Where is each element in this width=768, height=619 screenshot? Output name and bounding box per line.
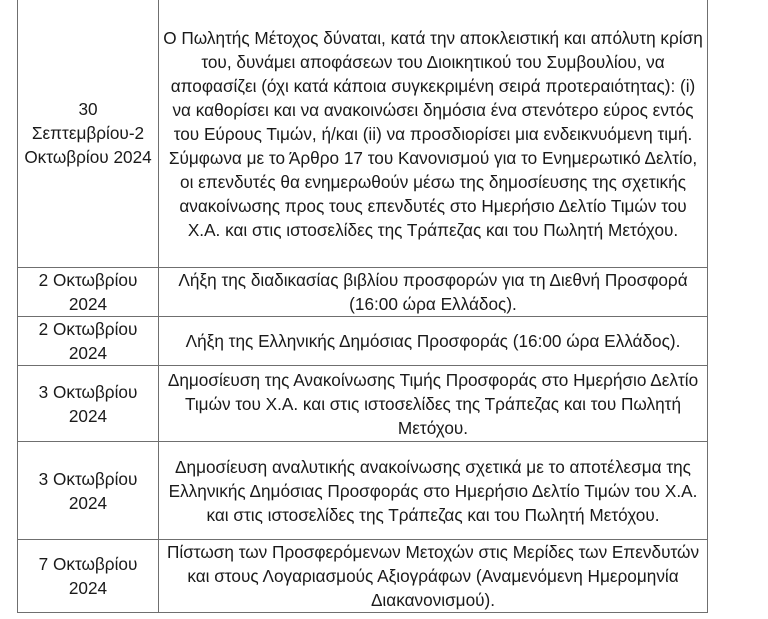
description-cell: Λήξη της διαδικασίας βιβλίου προσφορών για τη Διεθνή Προσφορά (16:00 ώρα Ελλάδος). bbox=[159, 268, 708, 317]
date-line: 2024 bbox=[68, 294, 108, 314]
date-line: 3 Οκτωβρίου bbox=[38, 381, 138, 402]
date-line: 7 Οκτωβρίου bbox=[38, 554, 138, 574]
date-cell bbox=[18, 366, 159, 442]
table-row bbox=[18, 366, 708, 442]
description-cell: Δημοσίευση αναλυτικής ανακοίνωσης σχετικά με το αποτέλεσμα της Ελληνικής Δημόσιας Προσφοράς στο Ημερήσιο Δελτίο Τιμών του Χ.Α. και στις ιστοσελίδες της Τράπεζας και του Πωλητή Μετόχου. bbox=[159, 442, 708, 540]
table-row bbox=[18, 268, 708, 317]
date-line: 2024 bbox=[68, 578, 108, 598]
date-line: 2024 bbox=[68, 405, 108, 426]
description-cell: Ο Πωλητής Μέτοχος δύναται, κατά την αποκλειστική και απόλυτη κρίση του, δυνάμει αποφάσεων του Διοικητικού του Συμβουλίου, να αποφασίζει (όχι κατά κάποια συγκεκριμένη σειρά προτεραιότητας): (i) να καθορίσει και να ανακοινώσει δημόσια ένα στενότερο εύρος εντός του Εύρους Τιμών, ή/και (ii) να προσδιορίσει μια ενδεικνυόμενη τιμή. Σύμφωνα με το Άρθρο 17 του Κανονισμού για το Ενημερωτικό Δελτίο, οι επενδυτές θα ενημερωθούν μέσω της δημοσίευσης της σχετικής ανακοίνωσης προς τους επενδυτές στο Ημερήσιο Δελτίο Τιμών του Χ.Α. και στις ιστοσελίδες της Τράπεζας και του Πωλητή Μετόχου. bbox=[159, 0, 708, 268]
table-row bbox=[18, 442, 708, 540]
date-line: 3 Οκτωβρίου bbox=[38, 468, 138, 489]
table-row bbox=[18, 540, 708, 613]
table-row bbox=[18, 317, 708, 366]
date-line: 2 Οκτωβρίου bbox=[38, 319, 138, 339]
date-line: 2024 bbox=[68, 492, 108, 513]
date-line: 2 Οκτωβρίου bbox=[38, 270, 138, 290]
timetable bbox=[17, 0, 708, 613]
date-line: Οκτωβρίου 2024 bbox=[24, 147, 152, 167]
date-line: 2024 bbox=[68, 343, 108, 363]
table-row bbox=[18, 0, 708, 268]
date-cell bbox=[18, 0, 159, 268]
date-cell bbox=[18, 317, 159, 366]
date-cell bbox=[18, 442, 159, 540]
description-cell: Πίστωση των Προσφερόμενων Μετοχών στις Μερίδες των Επενδυτών και στους Λογαριασμούς Αξιογράφων (Αναμενόμενη Ημερομηνία Διακανονισμού). bbox=[159, 540, 708, 613]
description-cell: Δημοσίευση της Ανακοίνωσης Τιμής Προσφοράς στο Ημερήσιο Δελτίο Τιμών του Χ.Α. και στις ιστοσελίδες της Τράπεζας και του Πωλητή Μετόχου. bbox=[159, 366, 708, 442]
date-line: 30 bbox=[78, 99, 98, 119]
description-cell: Λήξη της Ελληνικής Δημόσιας Προσφοράς (16:00 ώρα Ελλάδος). bbox=[159, 317, 708, 366]
date-cell bbox=[18, 268, 159, 317]
date-line: Σεπτεμβρίου-2 bbox=[31, 123, 145, 143]
date-cell bbox=[18, 540, 159, 613]
